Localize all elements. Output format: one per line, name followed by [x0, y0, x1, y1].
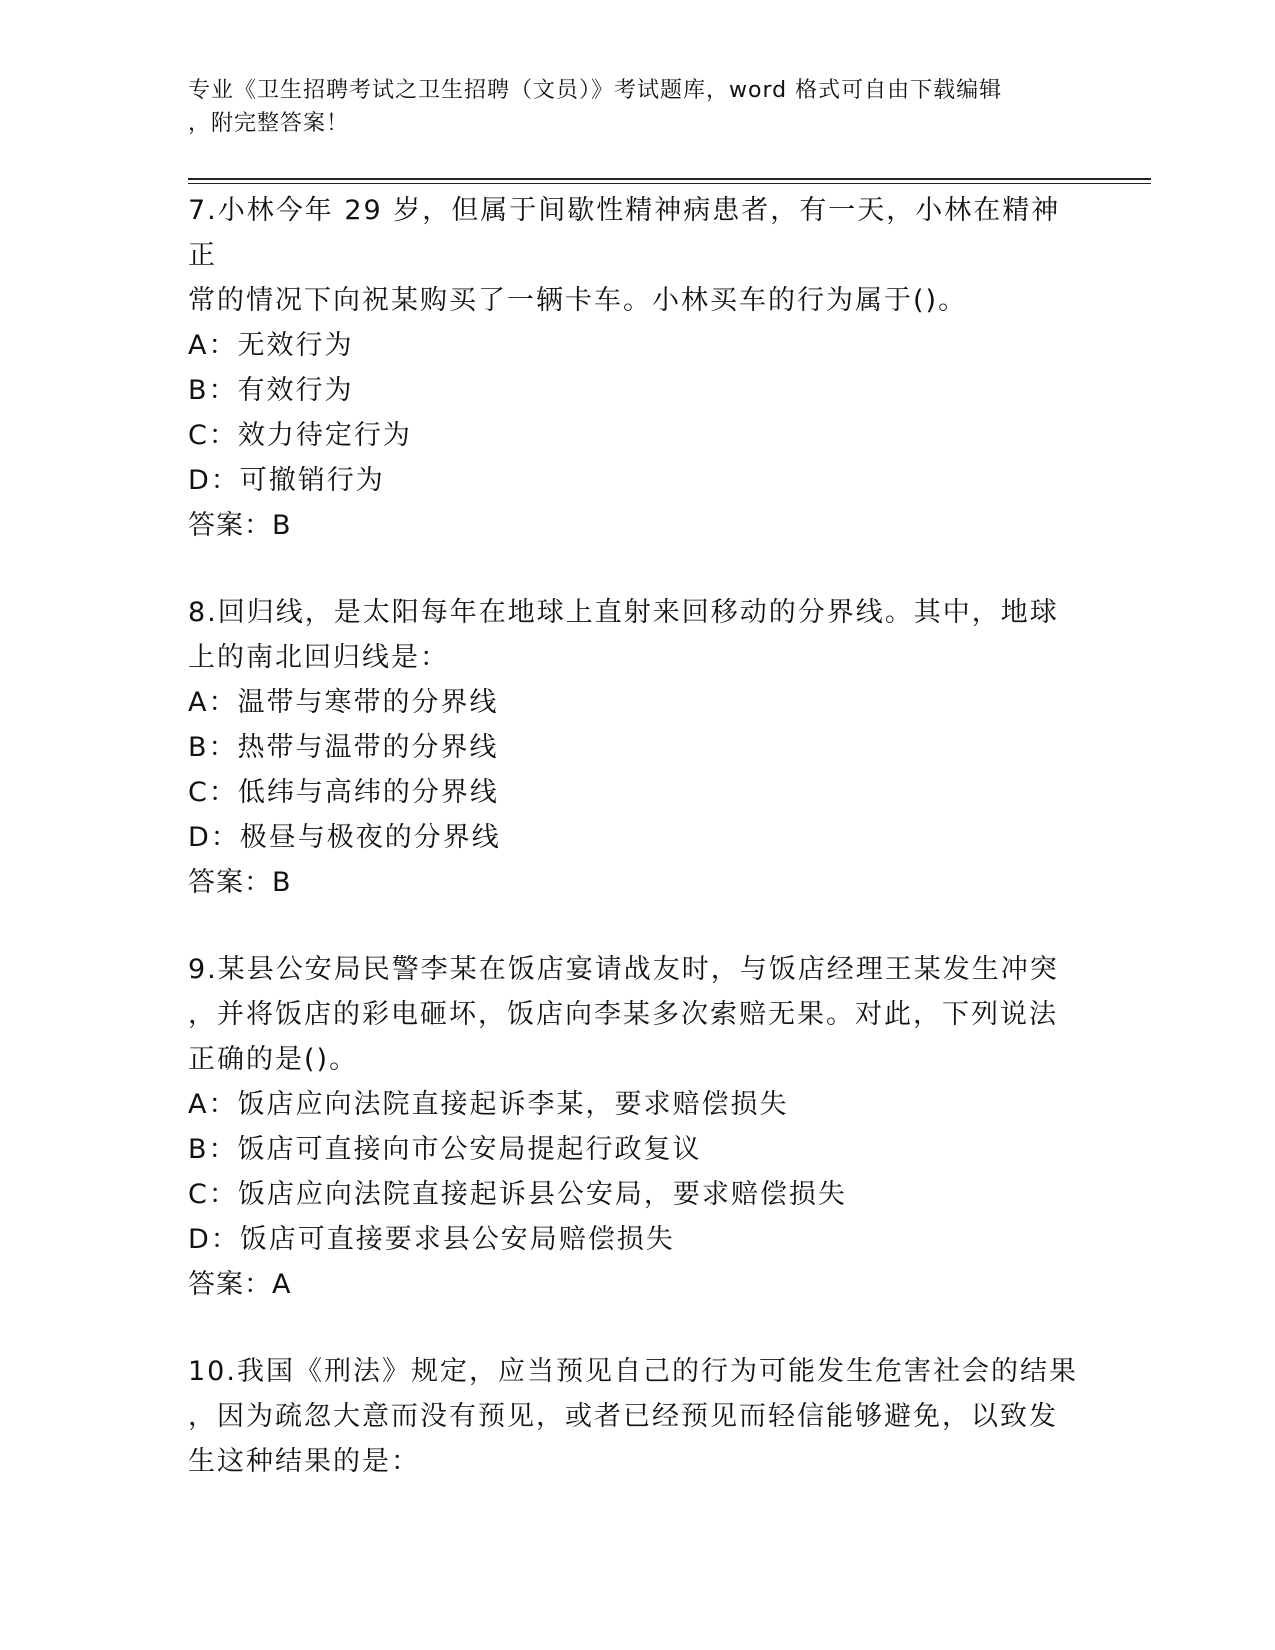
question-stem-line: 7.小林今年 29 岁，但属于间歇性精神病患者，有一天，小林在精神正 — [188, 195, 1061, 271]
question-stem-line: ，并将饭店的彩电砸坏，饭店向李某多次索赔无果。对此，下列说法 — [188, 999, 1058, 1030]
option-c: C：低纬与高纬的分界线 — [188, 777, 499, 808]
document-header — [188, 74, 1088, 140]
option-a: A：无效行为 — [188, 330, 354, 361]
option-a: A：饭店应向法院直接起诉李某，要求赔偿损失 — [188, 1089, 789, 1120]
question-stem-line: 生这种结果的是： — [188, 1446, 420, 1477]
question-stem-line: ，因为疏忽大意而没有预见，或者已经预见而轻信能够避免，以致发 — [188, 1401, 1058, 1432]
header-line-2: ，附完整答案！ — [188, 111, 350, 136]
header-divider-thick — [188, 178, 1151, 180]
question-stem-line: 9.某县公安局民警李某在饭店宴请战友时，与饭店经理王某发生冲突 — [188, 954, 1059, 985]
answer-line: 答案：B — [188, 867, 292, 898]
option-b: B：饭店可直接向市公安局提起行政复议 — [188, 1134, 702, 1165]
question-stem-line: 8.回归线，是太阳每年在地球上直射来回移动的分界线。其中，地球 — [188, 597, 1059, 628]
question-10 — [188, 1349, 1088, 1484]
option-d: D：可撤销行为 — [188, 465, 385, 496]
header-divider-thin — [188, 183, 1151, 184]
question-8 — [188, 590, 1088, 905]
option-c: C：效力待定行为 — [188, 420, 412, 451]
option-a: A：温带与寒带的分界线 — [188, 687, 499, 718]
option-d: D：极昼与极夜的分界线 — [188, 822, 501, 853]
option-b: B：有效行为 — [188, 375, 354, 406]
answer-line: 答案：B — [188, 510, 292, 541]
answer-line: 答案：A — [188, 1269, 292, 1300]
question-7 — [188, 188, 1088, 548]
option-d: D：饭店可直接要求县公安局赔偿损失 — [188, 1224, 675, 1255]
question-stem-line: 10.我国《刑法》规定，应当预见自己的行为可能发生危害社会的结果 — [188, 1356, 1078, 1387]
option-c: C：饭店应向法院直接起诉县公安局，要求赔偿损失 — [188, 1179, 847, 1210]
question-stem-line: 常的情况下向祝某购买了一辆卡车。小林买车的行为属于()。 — [188, 285, 968, 316]
question-9 — [188, 947, 1088, 1307]
question-stem-line: 上的南北回归线是： — [188, 642, 449, 673]
question-list — [188, 188, 1088, 1526]
question-stem-line: 正确的是()。 — [188, 1044, 359, 1075]
option-b: B：热带与温带的分界线 — [188, 732, 499, 763]
header-line-1: 专业《卫生招聘考试之卫生招聘（文员）》考试题库，word 格式可自由下载编辑 — [188, 78, 1003, 103]
